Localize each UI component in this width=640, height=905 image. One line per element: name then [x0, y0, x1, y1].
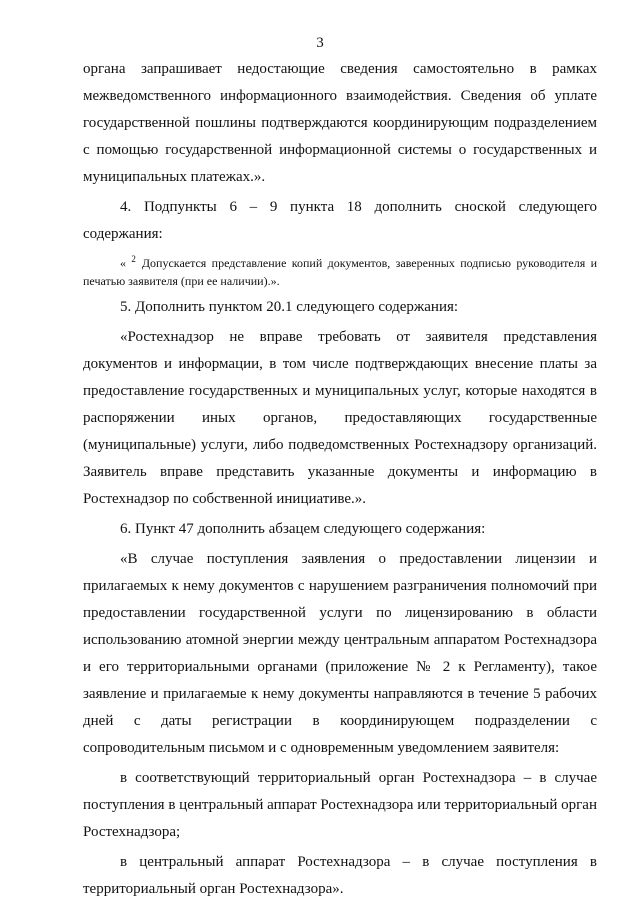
footnote-open-quote: « — [120, 256, 126, 270]
paragraph-item-6: 6. Пункт 47 дополнить абзацем следующего содержания: — [120, 521, 486, 537]
paragraph-case-territorial: в центральный аппарат Ростехнадзора – в случае поступления в территориальный орган Ростехнадзора». — [83, 854, 597, 897]
paragraph-case-central: в соответствующий территориальный орган Ростехнадзора – в случае поступления в центральный аппарат Ростехнадзора или территориальный орган Ростехнадзора; — [83, 770, 597, 840]
document-body — [83, 56, 597, 903]
paragraph-item-4: 4. Подпункты 6 – 9 пункта 18 дополнить сноской следующего содержания: — [83, 199, 597, 242]
footnote-mark: 2 — [131, 254, 136, 264]
paragraph-quote-47: «В случае поступления заявления о предоставлении лицензии и прилагаемых к нему документов с нарушением разграничения полномочий при предоставлении государственной услуги по лицензированию в области использованию атомной энергии между центральным аппаратом Ростехнадзора и его территориальными органами (приложение № 2 к Регламенту), такое заявление и прилагаемые к нему документы направляются в течение 5 рабочих дней с даты регистрации в координирующем подразделении с сопроводительным письмом и с одновременным уведомлением заявителя: — [83, 551, 597, 756]
paragraph-continuation: органа запрашивает недостающие сведения самостоятельно в рамках межведомственного информационного взаимодействия. Сведения об уплате государственной пошлины подтверждаются координирующим подразделением с помощью государственной информационной системы о государственных и муниципальных платежах.». — [83, 61, 597, 185]
footnote-text — [83, 250, 597, 290]
page-number: 3 — [316, 35, 324, 51]
footnote-body: Допускается представление копий документов, заверенных подписью руководителя и печатью заявителя (при ее наличии).». — [83, 256, 598, 288]
paragraph-item-5: 5. Дополнить пунктом 20.1 следующего содержания: — [120, 299, 459, 315]
paragraph-quote-20-1: «Ростехнадзор не вправе требовать от заявителя представления документов и информации, в том числе подтверждающих внесение платы за предоставление государственных и муниципальных услуг, которые находятся в распоряжении иных органов, предоставляющих государственные (муниципальные) услуги, либо подведомственных Ростехнадзору организаций. Заявитель вправе представить указанные документы и информацию в Ростехнадзор по собственной инициативе.». — [83, 329, 597, 507]
